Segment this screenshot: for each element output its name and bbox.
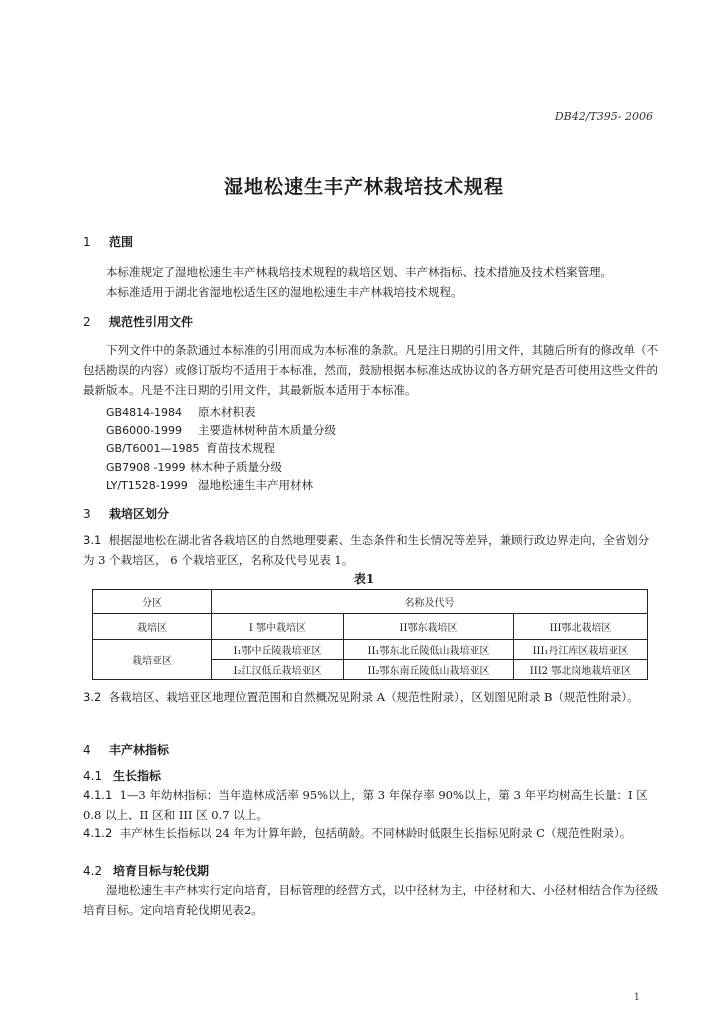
page-number: 1	[633, 992, 640, 1003]
clause-number: 3.2	[83, 690, 102, 704]
table-cell: II₁鄂东北丘陵低山栽培亚区	[344, 640, 514, 660]
subsection-4-2-heading	[83, 862, 209, 879]
section-4-heading	[83, 741, 169, 758]
reference-item	[106, 475, 313, 496]
clause-3-1	[83, 530, 659, 570]
clause-4-1-2	[83, 823, 659, 843]
section-number: 2	[83, 315, 91, 329]
clause-text: 根据湿地松在湖北省各栽培区的自然地理要素、生态条件和生长情况等差异，兼顾行政边界走向，全省划分为 3 个栽培区， 6 个栽培亚区，名称及代号见表 1。	[83, 533, 650, 567]
table-header-cell: 名称及代号	[212, 590, 648, 614]
table-cell: I₂江汉低丘栽培亚区	[212, 660, 344, 680]
clause-number: 4.1.2	[83, 826, 113, 840]
table-cell: III鄂北栽培区	[514, 614, 648, 640]
clause-3-2	[83, 687, 659, 707]
section-number: 1	[83, 235, 91, 249]
section-title: 培育目标与轮伐期	[113, 864, 210, 878]
section-2-heading	[83, 313, 193, 330]
table-cell: II鄂东栽培区	[344, 614, 514, 640]
table-cell: I₁鄂中丘陵栽培亚区	[212, 640, 344, 660]
paragraph: 湿地松速生丰产林实行定向培育，目标管理的经营方式，以中径材为主，中径材和大、小径材相结合作为径级培育目标。定向培育轮伐期见表2。	[83, 883, 658, 917]
reference-code: GB7908 -1999	[106, 461, 186, 474]
table-cell: III₁丹江库区栽培亚区	[514, 640, 648, 660]
clause-4-1-1	[83, 785, 659, 825]
section-number: 3	[83, 507, 91, 521]
section-title: 生长指标	[113, 769, 162, 783]
table-row-label: 栽培亚区	[93, 640, 212, 680]
section-1-heading	[83, 233, 133, 250]
clause-text: 各栽培区、栽培亚区地理位置范围和自然概况见附录 A（规范性附录），区划图见附录 B（规范性附录）。	[108, 690, 639, 704]
table-cell: III2 鄂北岗地栽培亚区	[514, 660, 648, 680]
zone-table	[92, 589, 648, 680]
reference-title: 原木材积表	[198, 405, 256, 419]
table-cell: II₂鄂东南丘陵低山栽培亚区	[344, 660, 514, 680]
clause-number: 3.1	[83, 533, 102, 547]
reference-title: 林木种子质量分级	[190, 460, 282, 474]
section-number: 4.1	[83, 769, 103, 783]
reference-code: LY/T1528-1999	[106, 479, 188, 492]
reference-title: 湿地松速生丰产用材林	[198, 478, 313, 492]
reference-code: GB4814-1984	[106, 406, 183, 419]
reference-code: GB/T6001—1985	[106, 442, 200, 455]
reference-code: GB6000-1999	[106, 424, 183, 437]
clause-text: 1—3 年幼林指标：当年造林成活率 95%以上，第 3 年保存率 90%以上，第 3 年平均树高生长量：I 区 0.8 以上、II 区和 III 区 0.7 以上。	[83, 788, 648, 822]
section-number: 4	[83, 743, 91, 757]
document-title: 湿地松速生丰产林栽培技术规程	[223, 176, 504, 198]
paragraph: 本标准规定了湿地松速生丰产林栽培技术规程的栽培区划、丰产林指标、技术措施及技术档案管理。	[106, 265, 612, 279]
section-number: 4.2	[83, 864, 103, 878]
table-caption: 表1	[353, 572, 375, 586]
subsection-4-1-heading	[83, 767, 161, 784]
section-title: 栽培区划分	[109, 507, 170, 521]
section-title: 丰产林指标	[109, 743, 170, 757]
paragraph: 下列文件中的条款通过本标准的引用而成为本标准的条款。凡是注日期的引用文件，其随后所有的修改单（不包括勘误的内容）或修订版均不适用于本标准，然而，鼓励根据本标准达成协议的各方研究是否可使用这些文件的最新版本。凡是不注日期的引用文件，其最新版本适用于本标准。	[83, 343, 658, 397]
reference-title: 育苗技术规程	[206, 441, 275, 455]
standard-code: DB42/T395- 2006	[554, 110, 653, 123]
section-title: 规范性引用文件	[109, 315, 194, 329]
table-cell: I 鄂中栽培区	[212, 614, 344, 640]
reference-item	[106, 438, 275, 459]
reference-title: 主要造林树种苗木质量分级	[198, 423, 336, 437]
section-title: 范围	[109, 235, 134, 249]
clause-number: 4.1.1	[83, 788, 113, 802]
section-3-heading	[83, 505, 169, 522]
clause-text: 丰产林生长指标以 24 年为计算年龄，包括萌龄。不同林龄时低限生长指标见附录 C（规范性附录）。	[119, 826, 632, 840]
table-header-cell: 分区	[93, 590, 212, 614]
table-row-label: 栽培区	[93, 614, 212, 640]
paragraph: 本标准适用于湖北省湿地松适生区的湿地松速生丰产林栽培技术规程。	[106, 285, 463, 299]
